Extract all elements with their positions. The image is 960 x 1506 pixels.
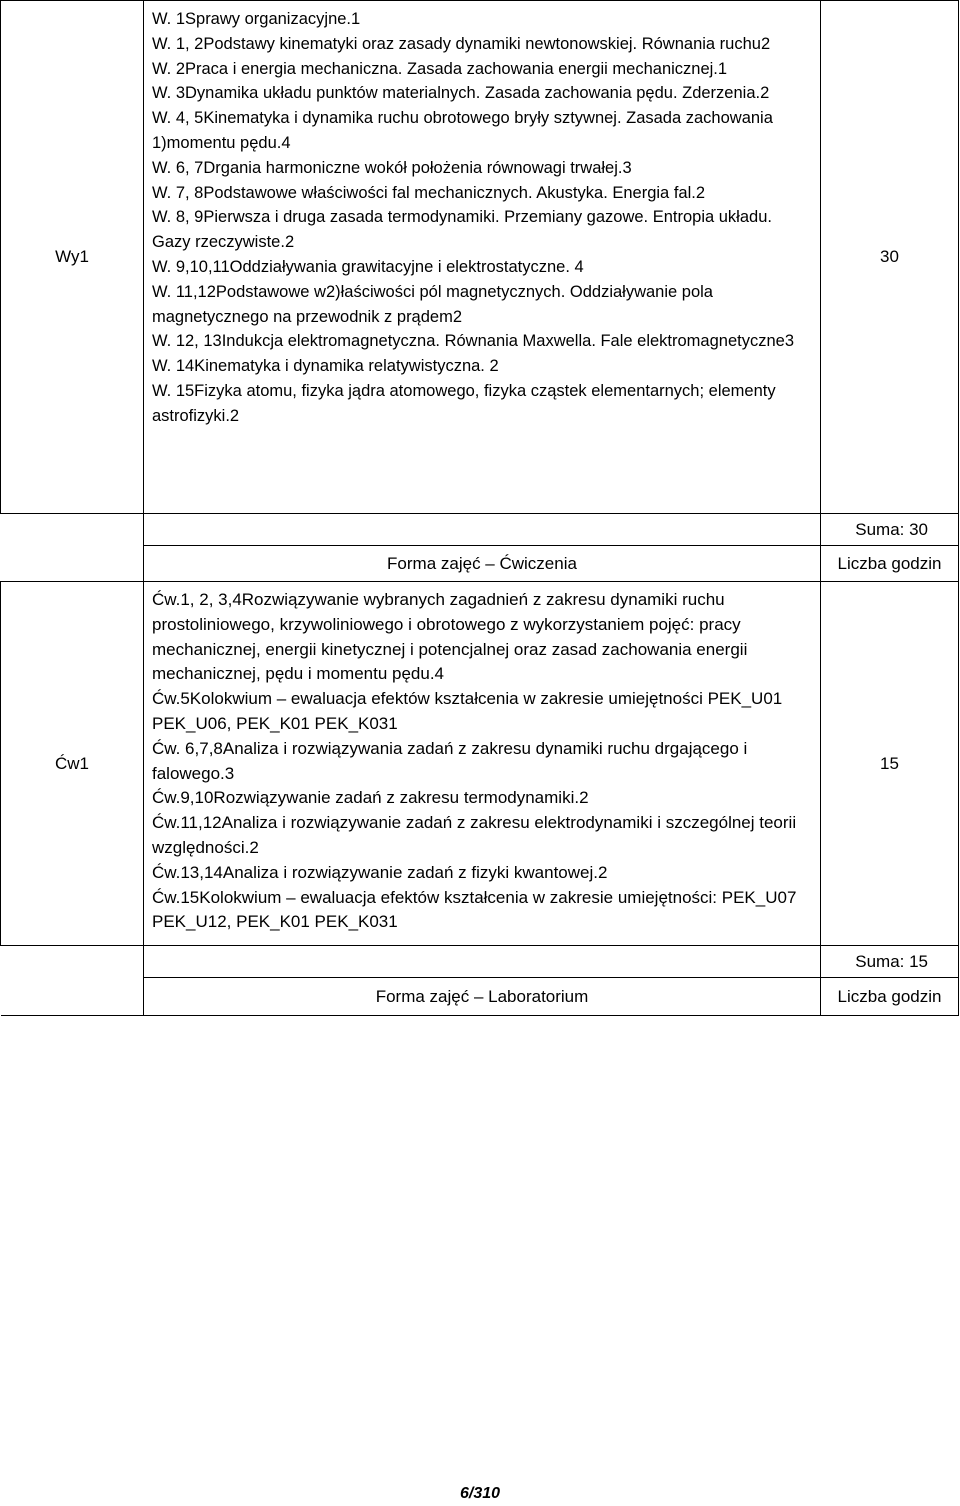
lecture-topic: W. 15Fizyka atomu, fizyka jądra atomowego, fizyka cząstek elementarnych; elementy astrofizyki.2 xyxy=(152,381,776,425)
lecture-topic: W. 4, 5Kinematyka i dynamika ruchu obrotowego bryły sztywnej. Zasada zachowania 1)momentu pędu.4 xyxy=(152,109,773,152)
exercise-topic: Ćw.11,12Analiza i rozwiązywanie zadań z zakresu elektrodynamiki i szczególnej teorii względności.2 xyxy=(152,813,797,857)
lecture-topic: W. 2Praca i energia mechaniczna. Zasada zachowania energii mechanicznej.1 xyxy=(152,59,728,78)
lecture-topic: W. 1, 2Podstawy kinematyki oraz zasady dynamiki newtonowskiej. Równania ruchu2 xyxy=(152,34,771,53)
lecture-topic: W. 14Kinematyka i dynamika relatywistyczna. 2 xyxy=(152,357,499,376)
lecture-row xyxy=(1,1,959,514)
lecture-topic: W. 9,10,11Oddziaływania grawitacyjne i elektrostatyczne. 4 xyxy=(152,257,584,276)
exercises-code: Ćw1 xyxy=(1,582,144,946)
lecture-topic: W. 12, 13Indukcja elektromagnetyczna. Równania Maxwella. Fale elektromagnetyczne3 xyxy=(152,332,795,351)
exercise-topic: Ćw.9,10Rozwiązywanie zadań z zakresu termodynamiki.2 xyxy=(152,788,589,808)
exercises-hours: 15 xyxy=(821,582,959,946)
exercise-topic: Ćw.15Kolokwium – ewaluacja efektów kształcenia w zakresie umiejętności: PEK_U07 PEK_U12, PEK_K01 PEK_K031 xyxy=(152,887,797,932)
lecture-topic: W. 1Sprawy organizacyjne.1 xyxy=(152,10,361,28)
lecture-sum: Suma: 30 xyxy=(821,514,959,546)
exercises-header-row xyxy=(1,546,959,582)
exercises-sum-row xyxy=(1,946,959,978)
exercises-row xyxy=(1,582,959,946)
exercises-topics xyxy=(144,582,821,946)
page-number: 6/310 xyxy=(459,1485,501,1502)
lecture-topic: W. 8, 9Pierwsza i druga zasada termodynamiki. Przemiany gazowe. Entropia układu. Gazy rzeczywiste.2 xyxy=(152,208,772,252)
exercise-topic: Ćw.1, 2, 3,4Rozwiązywanie wybranych zagadnień z zakresu dynamiki ruchu prostoliniowego, krzywoliniowego i obrotowego z wykorzystaniem pojęć: pracy mechanicznej, energii kinetycznej i potencjalnej oraz zasad zachowania energii mechanicznej, pędu i momentu pędu.4 xyxy=(152,590,748,684)
lecture-topic: W. 3Dynamika układu punktów materialnych. Zasada zachowania pędu. Zderzenia.2 xyxy=(152,84,770,103)
lecture-topic: W. 11,12Podstawowe w2)łaściwości pól magnetycznych. Oddziaływanie pola magnetycznego na przewodnik z prądem2 xyxy=(152,282,713,326)
lecture-topic: W. 6, 7Drgania harmoniczne wokół położenia równowagi trwałej.3 xyxy=(152,158,632,177)
exercise-topic: Ćw.13,14Analiza i rozwiązywanie zadań z fizyki kwantowej.2 xyxy=(152,862,608,882)
laboratory-header-row xyxy=(1,978,959,1016)
lecture-code: Wy1 xyxy=(1,1,144,514)
exercises-form-title: Forma zajęć – Ćwiczenia xyxy=(144,546,821,582)
exercise-topic: Ćw.5Kolokwium – ewaluacja efektów kształcenia w zakresie umiejętności PEK_U01 PEK_U06, PEK_K01 PEK_K031 xyxy=(152,689,783,733)
exercise-topic: Ćw. 6,7,8Analiza i rozwiązywania zadań z zakresu dynamiki ruchu drgającego i falowego.3 xyxy=(152,738,748,783)
lecture-topic: W. 7, 8Podstawowe właściwości fal mechanicznych. Akustyka. Energia fal.2 xyxy=(152,183,705,202)
exercises-sum: Suma: 15 xyxy=(821,946,959,978)
lecture-hours: 30 xyxy=(821,1,959,514)
laboratory-hours-header: Liczba godzin xyxy=(821,978,959,1016)
lecture-topics xyxy=(144,1,821,514)
lecture-sum-row xyxy=(1,514,959,546)
laboratory-form-title: Forma zajęć – Laboratorium xyxy=(144,978,821,1016)
exercises-hours-header: Liczba godzin xyxy=(821,546,959,582)
